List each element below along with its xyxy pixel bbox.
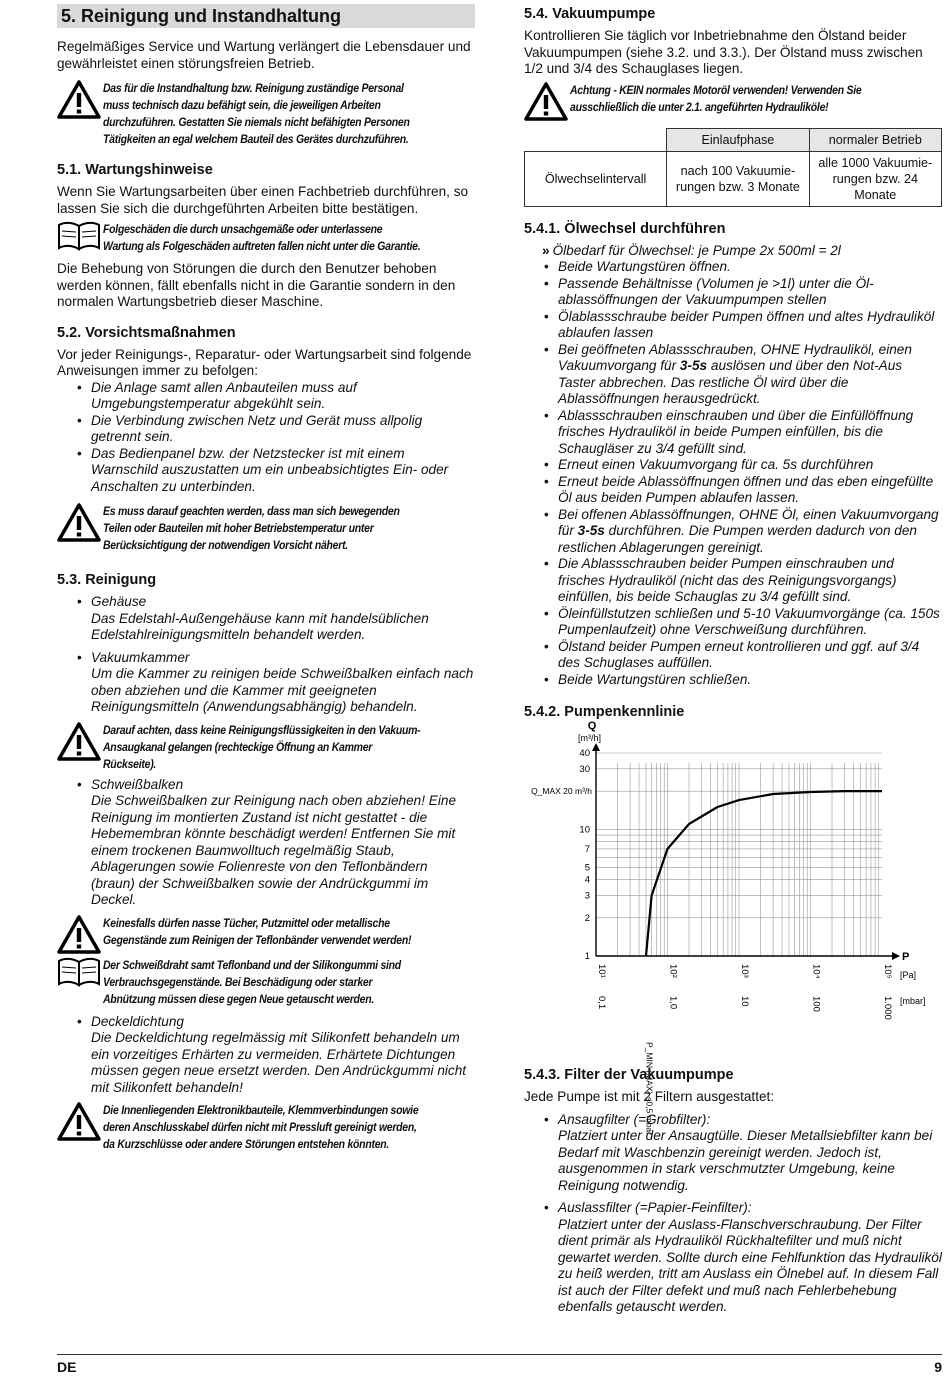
warning-icon	[57, 915, 101, 955]
paragraph: Jede Pumpe ist mit 2 Filtern ausgestattet:	[524, 1089, 775, 1104]
warning-icon	[57, 1102, 101, 1142]
y-tick-label: 2	[584, 912, 590, 924]
table-header: normaler Betrieb	[809, 128, 941, 151]
page-title: 5. Reinigung und Instandhaltung	[57, 4, 475, 28]
list-item: • Erneut einen Vakuumvorgang für ca. 5s durchführen	[524, 457, 942, 474]
warning-text: Es muss darauf geachten werden, dass man sich bewegenden Teilen oder Bauteilen mit hoher Betriebstemperatur unter Berücksichtigung der notwendigen Vorsicht nähert.	[103, 504, 400, 552]
cleaning-item	[57, 1014, 475, 1097]
section-heading: 5.4.1. Ölwechsel durchführen	[524, 220, 726, 237]
list-item: • Beide Wartungstüren öffnen.	[524, 259, 942, 276]
paragraph: Wenn Sie Wartungsarbeiten über einen Fachbetrieb durchführen, so lassen Sie sich die durchgeführten Arbeiten bitte bestätigen.	[57, 184, 469, 216]
warning-note	[57, 80, 475, 148]
list-item: • Die Anlage samt allen Anbauteilen muss auf Umgebungstemperatur abgekühlt sein.	[57, 380, 475, 413]
list-item: • Bei geöffneten Ablassschrauben, OHNE Hydrauliköl, einen Vakuumvorgang für 3-5s auslösen und über den Not-Aus Taster abbrechen. Das restliche Öl wird über die Ablassöffnungen herausgedrückt.	[524, 342, 942, 408]
book-text: Der Schweißdraht samt Teflonband und der Silikongummi sind Verbrauchsgegenstände. Bei Beschädigung oder starker Abnützung müssen diese gegen Neue getauscht werden.	[103, 957, 401, 1006]
cleaning-item	[57, 594, 475, 644]
paragraph: Die Behebung von Störungen die durch den Benutzer behoben werden können, fällt ebenfalls nicht in die Garantie sondern in den normalen Wartungsbetrieb dieser Maschine.	[57, 261, 456, 309]
intro-text: Regelmäßiges Service und Wartung verlängert die Lebensdauer und gewährleistet einen störungsfreien Betrieb.	[57, 39, 471, 71]
y-axis-unit: [m³/h]	[578, 733, 602, 743]
book-note	[57, 221, 475, 255]
y-tick-label: 3	[584, 890, 590, 902]
book-icon	[57, 221, 101, 251]
section-heading: 5.4.2. Pumpenkennlinie	[524, 704, 685, 720]
list-item: • Öleinfüllstutzen schließen und 5-10 Vakuumvorgänge (ca. 150s Pumpenlaufzeit) ohne Verschweißung durchführen.	[524, 606, 942, 639]
y-axis-arrow	[592, 743, 600, 751]
x-tick-label-mbar: 100	[810, 996, 822, 1012]
y-tick-label: 7	[584, 843, 590, 855]
list-item: • Ölstand beider Pumpen erneut kontrollieren und ggf. auf 3/4 des Schuglases auffüllen.	[524, 639, 942, 672]
item-label: • Deckeldichtung	[57, 1014, 475, 1031]
warning-text: Achtung - KEIN normales Motoröl verwenden! Verwenden Sie ausschließlich die unter 2.1. angeführten Hydrauliköle!	[570, 82, 862, 114]
right-column	[524, 4, 942, 1322]
x-axis-arrow	[892, 952, 900, 960]
paragraph: Kontrollieren Sie täglich vor Inbetriebnahme den Ölstand beider Vakuumpumpen (siehe 3.2. und 3.3.). Der Ölstand muss zwischen 1/2 und 3/4 des Schauglases liegen.	[524, 28, 923, 76]
y-tick-label: 40	[579, 748, 590, 759]
section-heading: 5.3. Reinigung	[57, 572, 157, 588]
list-item: • Passende Behältnisse (Volumen je >1l) unter die Ölablassöffnungen der Vakuumpumpen stellen	[524, 276, 942, 309]
list-item: • Ablassschrauben einschrauben und über die Einfüllöffnung frisches Hydrauliköl in beide Pumpen einfüllen, bis die Schaugläser zu 3/4 gefüllt sind.	[524, 408, 942, 458]
book-note	[57, 957, 475, 1008]
oil-change-table	[524, 128, 942, 207]
filter-item	[524, 1200, 942, 1316]
section-heading: 5.2. Vorsichtsmaßnahmen	[57, 324, 236, 341]
y-axis-label: Q	[587, 720, 597, 732]
table-header: Einlaufphase	[667, 128, 809, 151]
warning-icon	[57, 503, 101, 543]
oil-change-steps	[524, 259, 942, 688]
list-item: • Das Bedienpanel bzw. der Netzstecker ist mit einem Warnschild auszustatten um ein unbeabsichtigtes Ein- oder Anschalten zu unterbinden.	[57, 446, 475, 496]
table-cell: nach 100 Vakuumie- rungen bzw. 3 Monate	[667, 151, 809, 206]
book-text: Folgeschäden die durch unsachgemäße oder unterlassene Wartung als Folgeschäden auftreten fallen nicht unter die Garantie.	[103, 222, 421, 253]
warning-note	[57, 722, 475, 773]
x-tick-label-mbar: 1,0	[667, 996, 679, 1010]
warning-note	[57, 503, 475, 554]
section-heading: 5.1. Wartungshinweise	[57, 162, 213, 178]
section-heading: 5.4.3. Filter der Vakuumpumpe	[524, 1067, 734, 1083]
page-footer	[57, 1354, 942, 1375]
item-label: • Vakuumkammer	[57, 650, 475, 667]
table-cell: alle 1000 Vakuumie- rungen bzw. 24 Monate	[809, 151, 941, 206]
y-tick-label: 5	[584, 862, 590, 874]
item-text: Die Deckeldichtung regelmässig mit Silikonfett behandeln um ein vorzeitiges Erhärten zu vermeiden. Erhärtete Dichtungen müssen gegen neue ersetzt werden. Den Andrückgummi nicht mit Silikonfett behandeln!	[91, 1030, 467, 1095]
filter-item	[524, 1112, 942, 1195]
oil-requirement: » Ölbedarf für Ölwechsel: je Pumpe 2x 500ml = 2l	[542, 242, 841, 258]
warning-note	[57, 1102, 475, 1153]
cleaning-item	[57, 650, 475, 716]
item-text: Platziert unter der Ansaugtülle. Dieser Metallsiebfilter kann bei Bedarf mit Waschbenzin gereinigt werden. Jedoch ist, ausgenommen in stark verschmutzter Umgebung, keine Reinigung notwendig.	[558, 1128, 933, 1193]
x-tick-label-mbar: 1.000	[882, 996, 893, 1020]
item-label: • Gehäuse	[57, 594, 475, 611]
warning-icon	[57, 80, 101, 120]
list-item: • Beide Wartungstüren schließen.	[524, 672, 942, 689]
page-number: 9	[934, 1359, 942, 1375]
x-tick-label-pa: 10⁴	[810, 964, 822, 979]
x-axis-unit-mbar: [mbar]	[900, 996, 926, 1006]
x-tick-label-pa: 10³	[739, 964, 750, 978]
warning-text: Die Innenliegenden Elektronikbauteile, Klemmverbindungen sowie deren Anschlusskabel dürfen nicht mit Pressluft gereinigt werden, da Kurzschlüsse oder andere Störungen entstehen könnten.	[103, 1103, 419, 1151]
item-text: Das Edelstahl-Außengehäuse kann mit handelsüblichen Edelstahlreinigungsmitteln behandelt werden.	[91, 610, 429, 642]
item-label: • Schweißbalken	[57, 777, 475, 794]
warning-note	[524, 82, 942, 122]
warning-text: Darauf achten, dass keine Reinigungsflüssigkeiten in den Vakuum-Ansaugkanal gelangen (rechteckige Öffnung an Kammer Rückseite).	[103, 722, 421, 771]
item-text: Um die Kammer zu reinigen beide Schweißbalken einfach nach oben abziehen und die Kammer mit geeigneten Reinigungsmitteln (Anwendungsabhängig) behandeln.	[91, 666, 474, 714]
book-icon	[57, 957, 101, 987]
precaution-list	[57, 380, 475, 496]
list-item: • Bei offenen Ablassöffnungen, OHNE Öl, einen Vakuumvorgang für 3-5s durchführen. Die Pumpen werden dadurch von den restlichen Ablagerungen gereinigt.	[524, 507, 942, 557]
y-tick-label: 30	[579, 763, 590, 775]
warning-text: Das für die Instandhaltung bzw. Reinigung zuständige Personal muss technisch dazu befähigt sein, die jeweiligen Arbeiten durchzuführen. Gestatten Sie niemals nicht befähigten Personen Tätigkeiten an egal welchem Bauteil des Gerätes durchzuführen.	[103, 81, 410, 146]
paragraph: Vor jeder Reinigungs-, Reparatur- oder Wartungsarbeit sind folgende Anweisungen immer zu befolgen:	[57, 346, 472, 378]
pmin-label: P_MIN (MAX) ≤0,5 mbar	[644, 1042, 655, 1135]
warning-note	[57, 915, 475, 955]
x-tick-label-mbar: 0,1	[596, 996, 607, 1010]
x-axis-label: P	[902, 951, 910, 963]
item-label: • Auslassfilter (=Papier-Feinfilter):	[524, 1200, 942, 1217]
cleaning-item	[57, 777, 475, 909]
section-heading: 5.4. Vakuumpumpe	[524, 6, 656, 22]
x-tick-label-pa: 10⁵	[882, 964, 893, 979]
y-tick-label: 1	[584, 951, 590, 962]
table-row-label: Ölwechselintervall	[525, 151, 667, 206]
item-label: • Ansaugfilter (=Grobfilter):	[524, 1112, 942, 1129]
list-item: • Erneut beide Ablassöffnungen öffnen und das eben eingefüllte Öl aus beiden Pumpen ablaufen lassen.	[524, 474, 942, 507]
item-text: Platziert unter der Auslass-Flanschverschraubung. Der Filter dient primär als Hydrauliköl Rückhaltefilter und muß nicht gewartet werden. Sollte durch eine Fehlfunktion das Hydrauliköl zu heiß werden, tritt am Auslass ein Ölnebel auf. In diesem Fall ist auch der Filter defekt und muß nach Fehlerbehebung ebenfalls getauscht werden.	[558, 1216, 942, 1314]
y-tick-label: 4	[584, 874, 590, 886]
x-axis-unit-pa: [Pa]	[900, 970, 917, 980]
warning-icon	[57, 722, 101, 762]
qmax-label: Q_MAX 20 m³/h	[531, 786, 592, 797]
left-column	[57, 4, 475, 1163]
warning-text: Keinesfalls dürfen nasse Tücher, Putzmittel oder metallische Gegenstände zum Reinigen der Teflonbänder verwendet werden!	[103, 915, 412, 947]
list-item: • Ölablassschraube beider Pumpen öffnen und altes Hydrauliköl ablaufen lassen	[524, 309, 942, 342]
list-item: • Die Ablassschrauben beider Pumpen einschrauben und frisches Hydrauliköl (nicht das des Reinigungsvorgangs) einfüllen, bis beide Schauglas zu 3/4 gefüllt sind.	[524, 556, 942, 606]
y-tick-label: 10	[579, 824, 590, 836]
x-tick-label-mbar: 10	[739, 996, 750, 1007]
pump-curve-line	[646, 791, 882, 956]
language-code: DE	[57, 1359, 77, 1375]
item-text: Die Schweißbalken zur Reinigung nach oben abziehen! Eine Reinigung im montierten Zustand ist nicht gestattet - die Hebemembran könnte beschädigt werden! Entfernen Sie mit einem trockenen Baumwolltuch regelmäßig Staub, Ablagerungen sowie Folienreste von den Teflonbändern (braun) der Schweißbalken sowie der Andrückgummi im Deckel.	[91, 793, 457, 907]
double-arrow-icon: »	[542, 242, 550, 258]
x-tick-label-pa: 10²	[667, 964, 679, 978]
x-tick-label-pa: 10¹	[596, 964, 607, 978]
list-item: • Die Verbindung zwischen Netz und Gerät muss allpolig getrennt sein.	[57, 413, 475, 446]
warning-icon	[524, 82, 568, 122]
